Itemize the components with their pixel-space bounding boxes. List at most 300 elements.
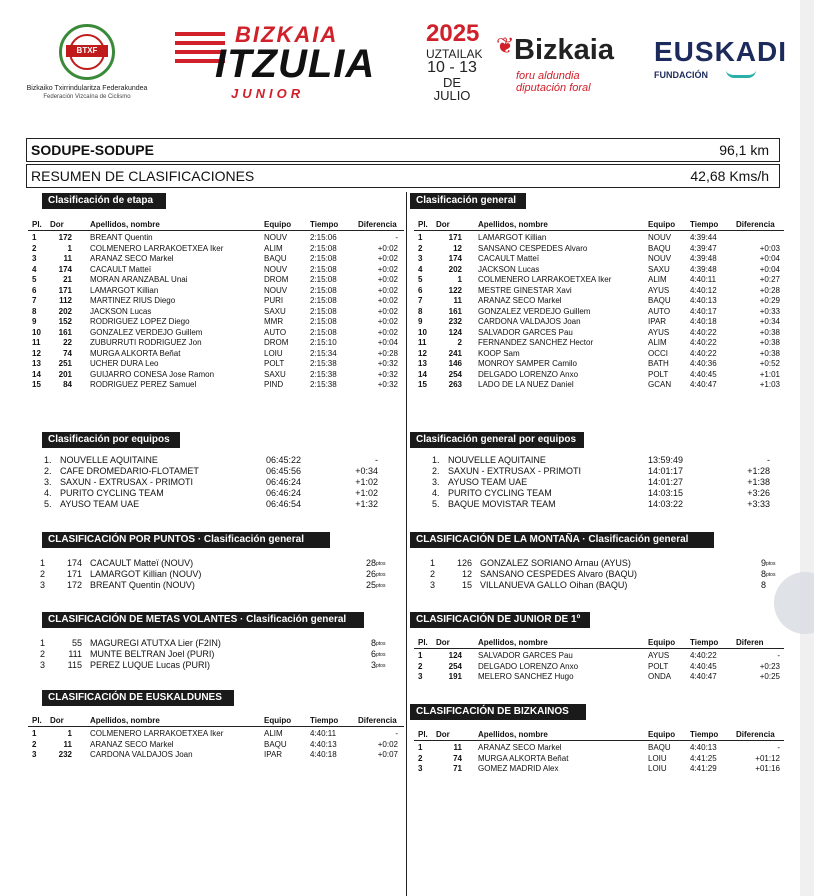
cell-bib: 124 bbox=[448, 651, 462, 660]
cell-time: 06:46:24 bbox=[266, 488, 302, 498]
section-bizkainos-title: CLASIFICACIÓN DE BIZKAINOS bbox=[410, 704, 586, 720]
cell-pos: 4 bbox=[418, 264, 423, 274]
cell-team: AYUS bbox=[648, 651, 670, 660]
cell-rider: CARDONA VALDAJOS Joan bbox=[90, 750, 193, 759]
cell-bib: 174 bbox=[66, 558, 82, 568]
cell-rider: UCHER DURA Leo bbox=[90, 359, 159, 368]
cell-pos: 12 bbox=[32, 348, 41, 358]
etapa-header-rider: Apellidos, nombre bbox=[90, 220, 160, 229]
general-header-gap: Diferencia bbox=[736, 220, 775, 229]
cell-time: 4:40:36 bbox=[690, 359, 717, 368]
cell-time: 2:15:08 bbox=[310, 296, 337, 305]
euskadi-wave-icon bbox=[726, 70, 756, 78]
federation-name: Bizkaiko Txirrindularitza Federakundea bbox=[26, 85, 148, 92]
cell-gap: +1:01 bbox=[759, 369, 780, 379]
section-general-title: Clasificación general bbox=[410, 193, 526, 209]
section-junior-title: CLASIFICACIÓN DE JUNIOR DE 1º bbox=[410, 612, 590, 628]
cell-team: PURITO CYCLING TEAM bbox=[60, 488, 164, 498]
junior-header-time: Tiempo bbox=[690, 638, 719, 647]
cell-gap: +01:12 bbox=[755, 753, 780, 763]
cell-bib: 2 bbox=[457, 338, 462, 347]
cell-rider: CACAULT Matteï bbox=[478, 254, 540, 263]
cell-pos: 11 bbox=[418, 338, 427, 347]
cell-time: 2:15:08 bbox=[310, 275, 337, 284]
diputacion-line2: diputación foral bbox=[516, 82, 591, 94]
table-row bbox=[28, 740, 404, 751]
cell-bib: 122 bbox=[448, 285, 462, 295]
cell-bib: 84 bbox=[63, 380, 72, 389]
cell-gap: +0:02 bbox=[377, 254, 398, 263]
cell-gap: +0:34 bbox=[355, 466, 378, 476]
cell-bib: 171 bbox=[58, 285, 72, 295]
table-row bbox=[414, 296, 784, 307]
cell-time: 4:39:48 bbox=[690, 264, 717, 274]
cell-gap: +0:02 bbox=[377, 296, 398, 305]
cell-pos: 2 bbox=[40, 649, 46, 659]
cell-time: 4:39:44 bbox=[690, 233, 717, 242]
cell-pos: 14 bbox=[32, 369, 41, 379]
cell-time: 2:15:10 bbox=[310, 338, 337, 347]
list-item bbox=[428, 580, 778, 591]
cell-gap: +0:02 bbox=[377, 285, 398, 295]
cell-bib: 263 bbox=[448, 380, 462, 389]
cell-time: 06:45:56 bbox=[266, 466, 302, 476]
cell-gap: +0:07 bbox=[377, 750, 398, 759]
cell-team: POLT bbox=[264, 359, 285, 368]
summary-title: RESUMEN DE CLASIFICACIONES bbox=[31, 168, 255, 184]
cell-team: LOIU bbox=[648, 764, 667, 773]
cell-bib: 22 bbox=[63, 338, 72, 347]
cell-team: IPAR bbox=[264, 750, 283, 759]
cell-pos: 15 bbox=[418, 380, 427, 389]
cell-points-unit: ptos bbox=[376, 561, 386, 567]
cell-team: SAXU bbox=[648, 264, 670, 274]
list-item bbox=[38, 580, 388, 591]
cell-bib: 12 bbox=[453, 243, 462, 253]
cell-bib: 254 bbox=[448, 369, 462, 379]
cell-rider: VILLANUEVA GALLO Oihan (BAQU) bbox=[480, 580, 628, 590]
cell-bib: 71 bbox=[453, 764, 462, 773]
cell-gap: +0:29 bbox=[759, 296, 780, 305]
cell-pos: 9 bbox=[32, 317, 37, 326]
cell-bib: 152 bbox=[58, 317, 72, 326]
cell-pos: 3 bbox=[418, 254, 423, 263]
cell-gap: - bbox=[395, 233, 398, 242]
junior-header-rider: Apellidos, nombre bbox=[478, 638, 548, 647]
race-month-es: DE JULIO bbox=[433, 75, 471, 103]
diputacion-name: Bizkaia bbox=[514, 34, 614, 66]
etapa-header-time: Tiempo bbox=[310, 220, 339, 229]
cell-pos: 12 bbox=[418, 348, 427, 358]
cell-pos: 8 bbox=[32, 306, 37, 316]
table-row bbox=[28, 729, 404, 740]
cell-points: 8 bbox=[370, 638, 376, 648]
federation-emblem-icon bbox=[59, 24, 115, 80]
cell-rider: MARTINEZ RIUS Diego bbox=[90, 296, 176, 305]
euskaldunes-header-bib: Dor bbox=[50, 716, 64, 725]
cell-rider: JACKSON Lucas bbox=[90, 306, 152, 316]
cell-points-unit: ptos bbox=[376, 652, 386, 658]
bizkainos-header-gap: Diferencia bbox=[736, 730, 775, 739]
cell-bib: 11 bbox=[63, 254, 72, 263]
race-logo-itzulia: ITZULIA bbox=[215, 42, 376, 86]
cell-rider: COLMENERO LARRAKOETXEA Iker bbox=[90, 243, 224, 253]
cell-time: 4:40:18 bbox=[690, 317, 717, 326]
cell-team: NOUV bbox=[648, 233, 672, 242]
general-table-header bbox=[414, 220, 784, 231]
cell-rider: MONROY SAMPER Camilo bbox=[478, 359, 577, 368]
diputacion-line1: foru aldundia bbox=[516, 70, 580, 82]
cell-team: AYUS bbox=[648, 285, 670, 295]
list-item bbox=[38, 638, 388, 649]
cell-rider: GONZALEZ VERDEJO Guillem bbox=[478, 306, 591, 316]
cell-time: 14:03:22 bbox=[648, 499, 684, 509]
cell-pos: 3 bbox=[32, 254, 37, 263]
cell-pos: 2. bbox=[44, 466, 52, 476]
cell-pos: 14 bbox=[418, 369, 427, 379]
cell-time: 4:39:48 bbox=[690, 254, 717, 263]
cell-time: 2:15:38 bbox=[310, 369, 337, 379]
list-item bbox=[42, 455, 402, 466]
cell-pos: 6 bbox=[32, 285, 37, 295]
cell-team: ALIM bbox=[648, 275, 667, 284]
cell-pos: 5 bbox=[32, 275, 37, 284]
table-row bbox=[414, 662, 784, 673]
cell-time: 2:15:08 bbox=[310, 306, 337, 316]
cell-pos: 1 bbox=[418, 651, 423, 660]
cell-pos: 1 bbox=[430, 558, 436, 568]
cell-points-unit: ptos bbox=[376, 663, 386, 669]
euskaldunes-table bbox=[28, 716, 404, 761]
cell-bib: 172 bbox=[58, 233, 72, 242]
cell-team: BAQU bbox=[648, 243, 671, 253]
cell-rider: MURGA ALKORTA Beñat bbox=[478, 753, 569, 763]
cell-time: 4:39:47 bbox=[690, 243, 717, 253]
federation-emblem-label: BTXF bbox=[66, 45, 108, 57]
cell-gap: +0:38 bbox=[759, 348, 780, 358]
cell-pos: 2 bbox=[418, 243, 423, 253]
cell-points: 9 bbox=[760, 558, 766, 568]
cell-time: 4:41:25 bbox=[690, 753, 717, 763]
section-general-equipos-title: Clasificación general por equipos bbox=[410, 432, 584, 448]
table-row bbox=[414, 265, 784, 276]
general-table bbox=[414, 220, 784, 391]
scroll-knob-icon[interactable] bbox=[774, 572, 814, 634]
cell-pos: 4. bbox=[44, 488, 52, 498]
cell-pos: 2 bbox=[418, 753, 423, 763]
cell-points: 3 bbox=[370, 660, 376, 670]
table-row bbox=[28, 296, 404, 307]
etapa-header-team: Equipo bbox=[264, 220, 292, 229]
cell-bib: 254 bbox=[448, 661, 462, 671]
table-row bbox=[28, 317, 404, 328]
cell-team: AYUSO TEAM UAE bbox=[60, 499, 140, 509]
list-item bbox=[410, 488, 780, 499]
cell-rider: LADO DE LA NUEZ Daniel bbox=[478, 380, 574, 389]
cell-time: 4:40:22 bbox=[690, 327, 717, 337]
euskadi-subtitle: FUNDACIÓN bbox=[654, 70, 708, 80]
column-divider bbox=[406, 192, 407, 896]
race-logo-junior: JUNIOR bbox=[231, 86, 305, 101]
cell-time: 4:40:18 bbox=[310, 750, 337, 759]
bizkainos-header-pos: Pl. bbox=[418, 730, 428, 739]
cell-bib: 115 bbox=[67, 660, 82, 670]
section-metas-title: CLASIFICACIÓN DE METAS VOLANTES · Clasificación general bbox=[42, 612, 364, 628]
cell-rider: RODRIGUEZ LOPEZ Diego bbox=[90, 317, 190, 326]
cell-time: 4:40:12 bbox=[690, 285, 717, 295]
cell-team: AYUSO TEAM UAE bbox=[448, 477, 528, 487]
section-puntos-title: CLASIFICACIÓN POR PUNTOS · Clasificación general bbox=[42, 532, 330, 548]
list-item bbox=[428, 569, 778, 580]
cell-team: NOUV bbox=[264, 233, 288, 242]
table-row bbox=[414, 338, 784, 349]
euskaldunes-header-team: Equipo bbox=[264, 716, 292, 725]
cell-pos: 7 bbox=[32, 296, 37, 305]
cell-bib: 174 bbox=[448, 254, 462, 263]
stage-name: SODUPE-SODUPE bbox=[31, 142, 154, 158]
cell-gap: +0:34 bbox=[759, 317, 780, 326]
cell-time: 4:40:22 bbox=[690, 338, 717, 347]
junior-table bbox=[414, 638, 784, 683]
cell-bib: 1 bbox=[67, 243, 72, 253]
table-row bbox=[414, 370, 784, 381]
table-row bbox=[414, 244, 784, 255]
table-row bbox=[28, 275, 404, 286]
cell-pos: 13 bbox=[418, 359, 427, 368]
cell-pos: 3 bbox=[40, 660, 46, 670]
cell-rider: ZUBURRUTI RODRIGUEZ Jon bbox=[90, 338, 202, 347]
table-row bbox=[28, 286, 404, 297]
table-row bbox=[414, 764, 784, 775]
cell-gap: +0:28 bbox=[759, 285, 780, 295]
cell-pos: 1 bbox=[40, 558, 46, 568]
cell-bib: 191 bbox=[448, 672, 462, 681]
cell-pos: 2 bbox=[32, 243, 37, 253]
cell-time: 4:40:45 bbox=[690, 661, 717, 671]
junior-header-team: Equipo bbox=[648, 638, 676, 647]
table-row bbox=[414, 743, 784, 754]
cell-gap: +0:02 bbox=[377, 243, 398, 253]
cell-points-unit: ptos bbox=[766, 561, 776, 567]
list-item bbox=[42, 499, 402, 510]
cell-gap: +1:02 bbox=[355, 477, 378, 487]
cell-team: ALIM bbox=[648, 338, 667, 347]
cell-pos: 3 bbox=[418, 672, 423, 681]
cell-rider: BREANT Quentin (NOUV) bbox=[90, 580, 195, 590]
cell-bib: 111 bbox=[68, 649, 82, 659]
cell-pos: 1 bbox=[40, 638, 46, 648]
cell-time: 2:15:38 bbox=[310, 380, 337, 389]
cell-team: LOIU bbox=[648, 753, 667, 763]
cell-bib: 202 bbox=[58, 306, 72, 316]
cell-bib: 15 bbox=[461, 580, 472, 590]
cell-bib: 171 bbox=[66, 569, 82, 579]
metas-list bbox=[38, 638, 388, 671]
cell-rider: COLMENERO LARRAKOETXEA Iker bbox=[478, 275, 612, 284]
cell-pos: 3 bbox=[40, 580, 46, 590]
vertical-scrollbar[interactable] bbox=[800, 0, 814, 896]
cell-bib: 251 bbox=[58, 359, 72, 368]
cell-time: 2:15:08 bbox=[310, 243, 337, 253]
cell-pos: 3 bbox=[430, 580, 436, 590]
cell-gap: +0:02 bbox=[377, 327, 398, 337]
junior-header-pos: Pl. bbox=[418, 638, 428, 647]
etapa-header-pos: Pl. bbox=[32, 220, 42, 229]
cell-points: 8 bbox=[760, 580, 766, 590]
cell-team: DROM bbox=[264, 338, 289, 347]
cell-gap: +0:32 bbox=[377, 359, 398, 368]
table-row bbox=[28, 244, 404, 255]
cell-bib: 241 bbox=[448, 348, 462, 358]
cell-pos: 1 bbox=[418, 233, 423, 242]
cell-gap: +0:04 bbox=[759, 254, 780, 263]
table-row bbox=[28, 349, 404, 360]
etapa-table-header bbox=[28, 220, 404, 231]
cell-pos: 1. bbox=[432, 455, 440, 465]
cell-bib: 74 bbox=[63, 348, 72, 358]
cell-rider: MAGUREGI ATUTXA Lier (F2IN) bbox=[90, 638, 221, 648]
table-row bbox=[28, 265, 404, 276]
stage-title-box bbox=[26, 138, 780, 162]
puntos-list bbox=[38, 558, 388, 591]
cell-gap: +0:25 bbox=[759, 672, 780, 681]
general-header-pos: Pl. bbox=[418, 220, 428, 229]
cell-time: 4:40:11 bbox=[690, 275, 717, 284]
table-row bbox=[414, 317, 784, 328]
cell-pos: 10 bbox=[32, 327, 41, 337]
cell-gap: +0:33 bbox=[759, 306, 780, 316]
equipos-list bbox=[42, 455, 402, 510]
cell-rider: MELERO SANCHEZ Hugo bbox=[478, 672, 574, 681]
cell-pos: 2 bbox=[40, 569, 46, 579]
cell-pos: 9 bbox=[418, 317, 423, 326]
cell-time: 4:40:45 bbox=[690, 369, 717, 379]
cell-team: AYUS bbox=[648, 327, 670, 337]
cell-gap: +0:04 bbox=[759, 264, 780, 274]
cell-points: 26 bbox=[365, 569, 376, 579]
cell-team: POLT bbox=[648, 661, 669, 671]
cell-bib: 1 bbox=[457, 275, 462, 284]
cell-gap: +0:38 bbox=[759, 327, 780, 337]
cell-time: 4:40:13 bbox=[690, 743, 717, 752]
section-euskaldunes-title: CLASIFICACIÓN DE EUSKALDUNES bbox=[42, 690, 234, 706]
cell-rider: SALVADOR GARCES Pau bbox=[478, 327, 573, 337]
cell-gap: - bbox=[375, 455, 378, 465]
cell-rider: GONZALEZ VERDEJO Guillem bbox=[90, 327, 203, 337]
cell-gap: +0:52 bbox=[759, 359, 780, 368]
cell-pos: 2 bbox=[430, 569, 436, 579]
cell-pos: 3. bbox=[44, 477, 52, 487]
cell-pos: 15 bbox=[32, 380, 41, 389]
euskaldunes-table-header bbox=[28, 716, 404, 727]
table-row bbox=[414, 754, 784, 765]
list-item bbox=[42, 466, 402, 477]
cell-time: 06:46:54 bbox=[266, 499, 302, 509]
table-row bbox=[414, 380, 784, 391]
cell-time: 4:40:17 bbox=[690, 306, 717, 316]
cell-team: AUTO bbox=[264, 327, 287, 337]
race-dates bbox=[426, 20, 483, 103]
table-row bbox=[28, 233, 404, 244]
cell-team: NOUV bbox=[264, 264, 288, 274]
cell-rider: ARANAZ SECO Markel bbox=[478, 743, 562, 752]
table-row bbox=[28, 254, 404, 265]
table-row bbox=[28, 307, 404, 318]
list-item bbox=[428, 558, 778, 569]
junior-table-header bbox=[414, 638, 784, 649]
cell-pos: 4 bbox=[32, 264, 37, 274]
cell-bib: 171 bbox=[448, 233, 462, 242]
cell-rider: LAMARGOT Killian (NOUV) bbox=[90, 569, 202, 579]
cell-team: NOUV bbox=[648, 254, 672, 263]
cell-time: 2:15:08 bbox=[310, 254, 337, 263]
cell-time: 4:40:22 bbox=[690, 348, 717, 358]
average-speed: 42,68 Kms/h bbox=[690, 168, 769, 184]
cell-time: 2:15:34 bbox=[310, 348, 337, 358]
cell-gap: +0:02 bbox=[377, 306, 398, 316]
cell-bib: 161 bbox=[448, 306, 462, 316]
cell-rider: CACAULT Matteï bbox=[90, 264, 152, 274]
cell-bib: 124 bbox=[448, 327, 462, 337]
list-item bbox=[38, 649, 388, 660]
cell-rider: FERNANDEZ SANCHEZ Hector bbox=[478, 338, 594, 347]
cell-team: ONDA bbox=[648, 672, 672, 681]
bizkainos-header-rider: Apellidos, nombre bbox=[478, 730, 548, 739]
table-row bbox=[414, 359, 784, 370]
euskaldunes-header-rider: Apellidos, nombre bbox=[90, 716, 160, 725]
cell-rider: COLMENERO LARRAKOETXEA Iker bbox=[90, 729, 224, 738]
cell-bib: 74 bbox=[453, 753, 462, 763]
cell-rider: LAMARGOT Killian bbox=[478, 233, 547, 242]
cell-team: MMR bbox=[264, 317, 284, 326]
junior-header-bib: Dor bbox=[436, 638, 450, 647]
race-logo bbox=[175, 18, 395, 104]
cell-time: 4:40:47 bbox=[690, 380, 717, 389]
race-day-range: 10 - 13 bbox=[427, 59, 477, 76]
cell-team: BAQU bbox=[648, 743, 671, 752]
stage-distance: 96,1 km bbox=[719, 142, 769, 158]
cell-bib: 126 bbox=[456, 558, 472, 568]
federation-subtitle: Federación Vizcaína de Ciclismo bbox=[43, 94, 131, 100]
list-item bbox=[410, 455, 780, 466]
etapa-table bbox=[28, 220, 404, 391]
cell-team: SAXUN - EXTRUSAX - PRIMOTI bbox=[60, 477, 194, 487]
cell-time: 2:15:08 bbox=[310, 264, 337, 274]
cell-rider: PEREZ LUQUE Lucas (PURI) bbox=[90, 660, 211, 670]
cell-team: CAFE DROMEDARIO-FLOTAMET bbox=[60, 466, 199, 476]
euskaldunes-header-gap: Diferencia bbox=[358, 716, 397, 725]
cell-team: NOUVELLE AQUITAINE bbox=[448, 455, 546, 465]
cell-bib: 11 bbox=[63, 739, 72, 749]
junior-header-gap: Diferen bbox=[736, 638, 764, 647]
table-row bbox=[414, 307, 784, 318]
cell-pos: 1 bbox=[32, 729, 37, 738]
cell-pos: 3 bbox=[32, 750, 37, 759]
euskadi-logo bbox=[654, 36, 788, 80]
cell-bib: 112 bbox=[59, 296, 72, 305]
cell-rider: GOMEZ MADRID Alex bbox=[478, 764, 559, 773]
cell-points-unit: ptos bbox=[376, 572, 386, 578]
cell-bib: 201 bbox=[58, 369, 72, 379]
table-row bbox=[414, 254, 784, 265]
bizkainos-header-team: Equipo bbox=[648, 730, 676, 739]
federation-logo bbox=[12, 24, 162, 101]
etapa-header-bib: Dor bbox=[50, 220, 64, 229]
general-header-team: Equipo bbox=[648, 220, 676, 229]
cell-rider: MURGA ALKORTA Beñat bbox=[90, 348, 181, 358]
cell-rider: GUIJARRO CONESA Jose Ramon bbox=[90, 369, 215, 379]
cell-team: AUTO bbox=[648, 306, 671, 316]
